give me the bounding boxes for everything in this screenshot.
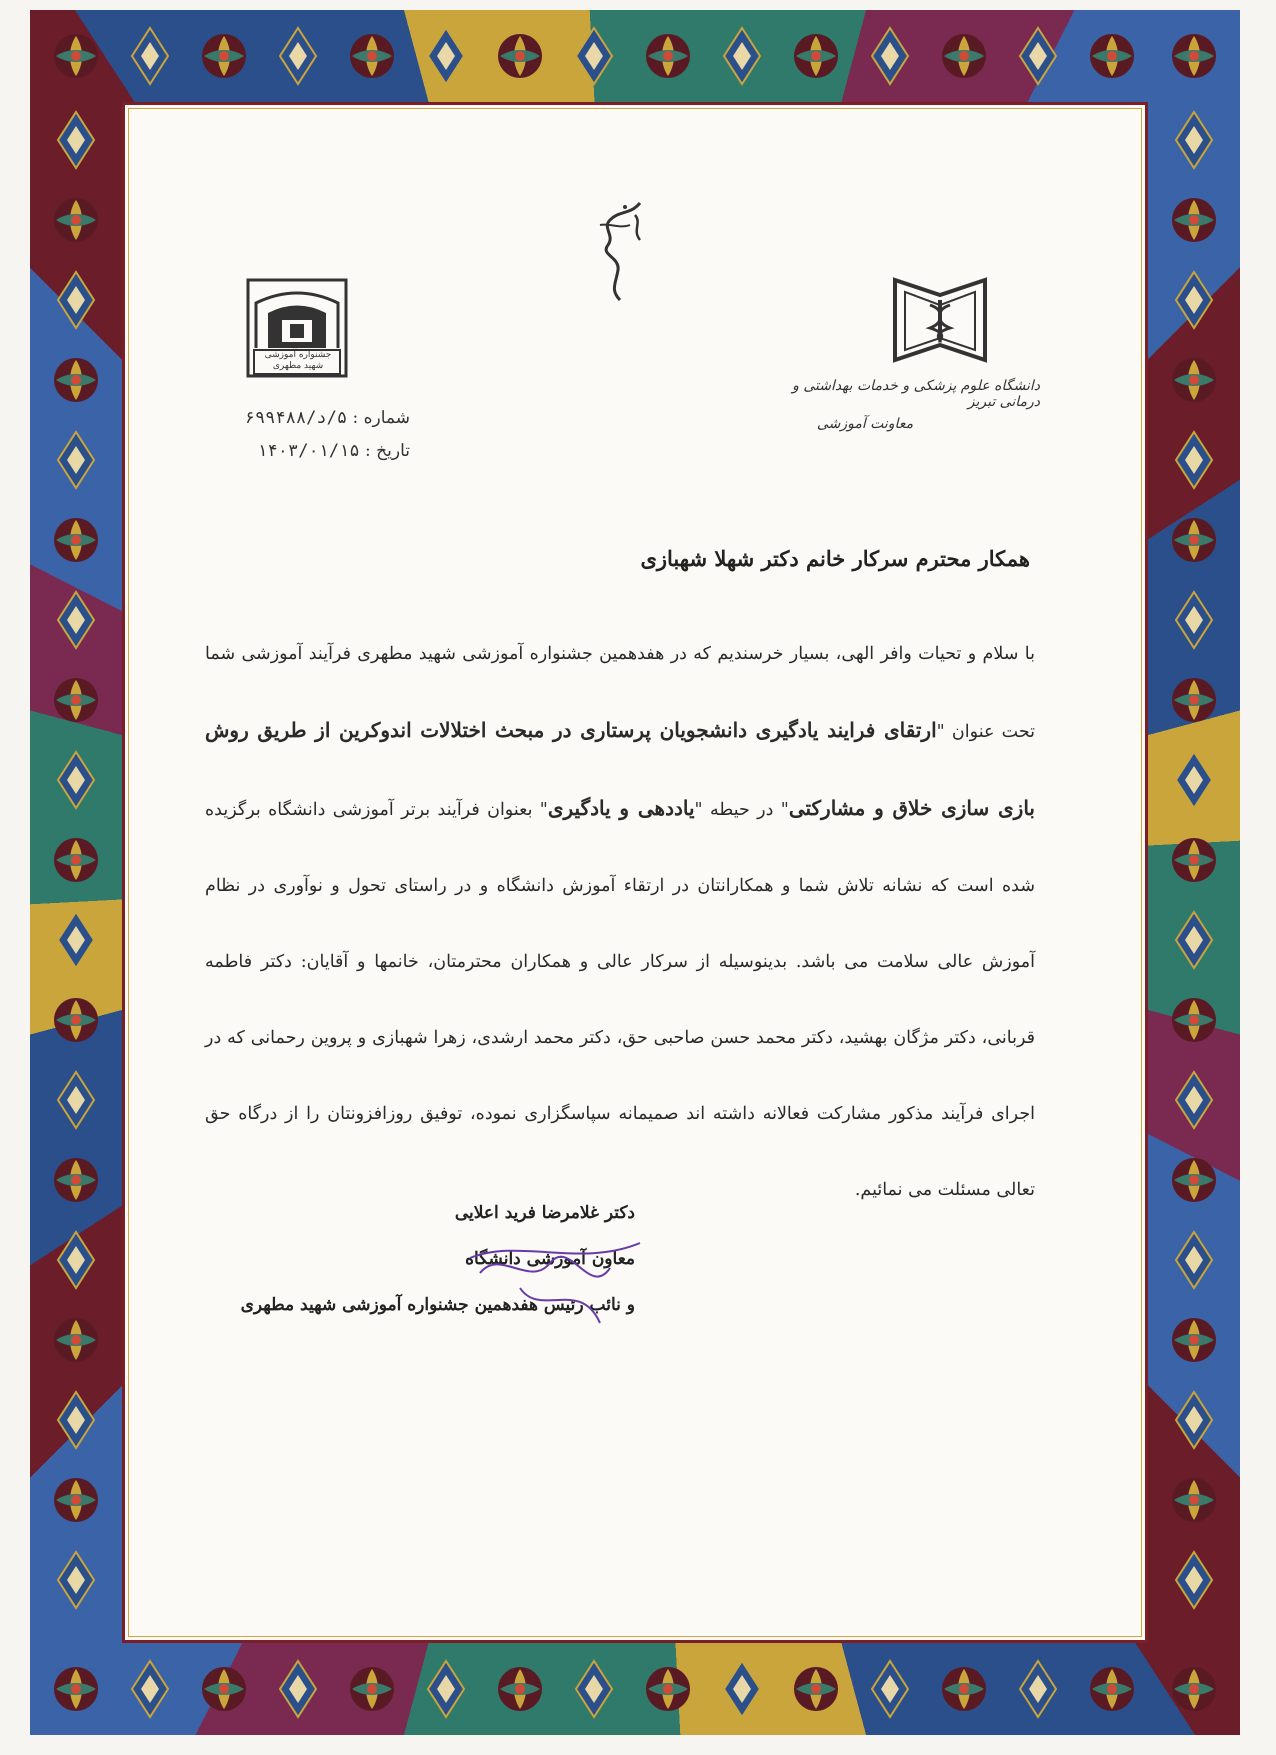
- body-intro: با سلام و تحیات وافر الهی، بسیار خرسندیم که در هفدهمین جشنواره آموزشی شهید مطهری فرآیند آموزشی شما تحت عنوان ": [205, 644, 1035, 742]
- process-title: ارتقای فرایند یادگیری دانشجویان پرستاری در مبحث اختلالات اندوکرین از طریق روش بازی سازی خلاق و مشارکتی: [205, 718, 1035, 820]
- handwritten-signature: [460, 1228, 660, 1328]
- festival-logo-line-2: شهید مطهری: [272, 361, 324, 371]
- letter-meta: [210, 402, 410, 468]
- process-domain: یاددهی و یادگیری: [547, 796, 695, 820]
- letter-number-label: شماره :: [352, 408, 410, 428]
- body-rest: " بعنوان فرآیند برتر آموزشی دانشگاه برگزیده شده است که نشانه تلاش شما و همکارانتان در ارتقاء آموزش دانشگاه و در راستای تحول و نوآوری در نظام آموزش عالی سلامت می باشد. بدینوسیله از سرکار عالی و همکاران محترمتان، خانمها و آقایان: دکتر فاطمه قربانی، دکتر مژگان بهشید، دکتر محمد حسن صاحبی حق، دکتر محمد ارشدی، زهرا شهبازی و پروین رحمانی که در اجرای فرآیند مذکور مشارکت فعالانه داشته اند صمیمانه سپاسگزاری نموده، توفیق روزافزونتان را از درگاه حق تعالی مسئلت می نمائیم.: [205, 800, 1035, 1200]
- university-logo: [890, 270, 990, 370]
- department-name: معاونت آموزشی: [816, 416, 914, 432]
- letter-number-row: [210, 402, 410, 435]
- letter-number-value: ۵/د/۶۹۹۴۸۸: [244, 408, 348, 428]
- bismillah-calligraphy: [580, 195, 670, 305]
- salutation: همکار محترم سرکار خانم دکتر شهلا شهبازی: [640, 546, 1030, 571]
- signatory-title-1: معاون آموزشی دانشگاه: [465, 1249, 635, 1269]
- university-name: دانشگاه علوم پزشکی و خدمات بهداشتی و درمانی تبریز: [792, 378, 1040, 410]
- signatory-title-2: و نائب رئیس هفدهمین جشنواره آموزشی شهید مطهری: [240, 1295, 635, 1315]
- signatory-name: دکتر غلامرضا فرید اعلایی: [454, 1203, 635, 1223]
- letter-date-value: ۱۴۰۳/۰۱/۱۵: [257, 441, 360, 461]
- festival-logo-line-1: جشنواره آموزشی: [264, 350, 332, 360]
- letter-date-row: [210, 435, 410, 468]
- letter-date-label: تاریخ :: [365, 441, 410, 461]
- letter-body: [205, 616, 1035, 1228]
- body-domain-intro: " در حیطه ": [694, 800, 789, 820]
- festival-logo-text: [252, 350, 344, 372]
